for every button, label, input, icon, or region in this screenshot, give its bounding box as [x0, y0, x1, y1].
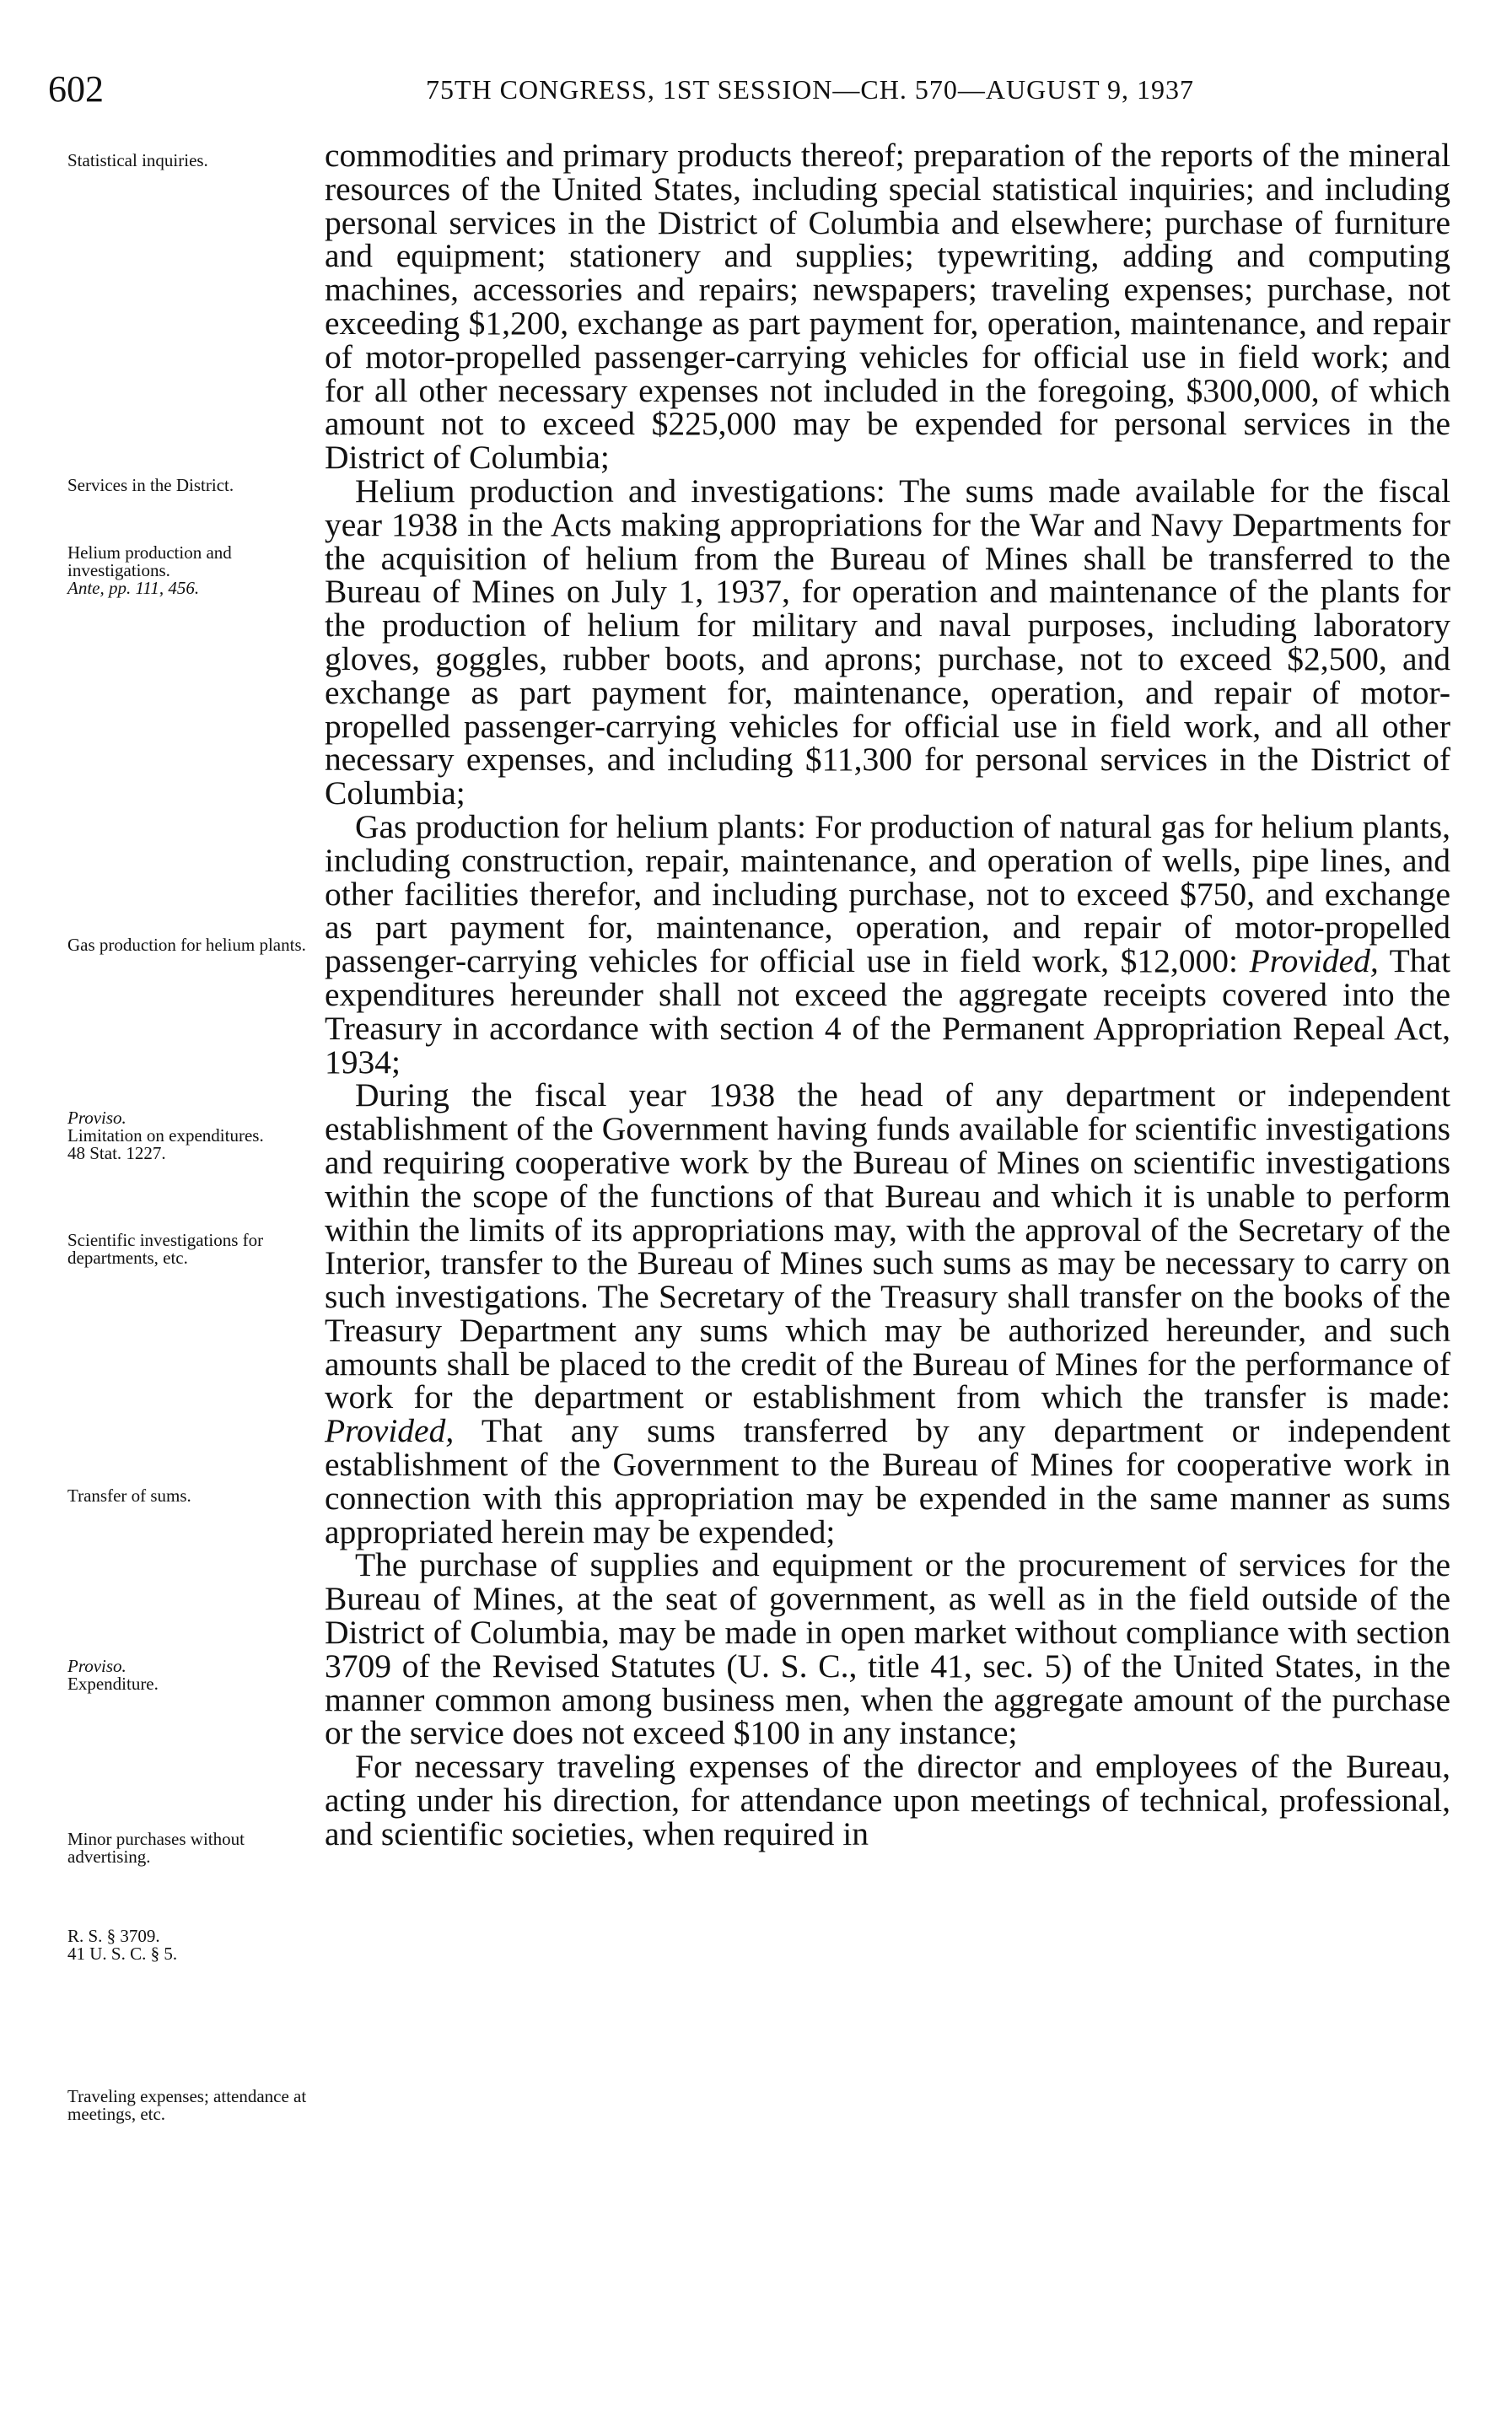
margin-note-rs-ref-1: R. S. § 3709.: [67, 1926, 160, 1946]
paragraph-scientific-provided: Provided,: [325, 1412, 455, 1450]
margin-note-helium: [67, 544, 312, 597]
margin-note-stat-ref: 48 Stat. 1227.: [67, 1143, 166, 1163]
margin-note-services: Services in the District.: [67, 475, 234, 495]
margin-note-scientific: Scientific investigations for departments, etc.: [67, 1230, 264, 1268]
paragraph-scientific-text: During the fiscal year 1938 the head of any department or independent establishment of the Government having funds available for scientific investigations and requiring cooperative work by the Bureau of Mines on scientific investigations within the scope of the functions of that Bureau and which it is unable to perform within the limits of its appropriations may, with the approval of the Secretary of the Interior, transfer to the Bureau of Mines such sums as may be necessary to carry on such investigations. The Secretary of the Treasury shall transfer on the books of the Treasury Department any sums which may be authorized hereunder, and such amounts shall be placed to the credit of the Bureau of Mines for the performance of work for the department or establishment from which the transfer is made:: [325, 1076, 1450, 1416]
margin-note-rs: [67, 1927, 312, 1963]
paragraph-traveling: For necessary traveling expenses of the director and employees of the Bureau, acting under his direction, for attendance upon meetings of technical, professional, and scientific societies, when required in: [325, 1748, 1450, 1852]
paragraph-gas: [325, 807, 1450, 1081]
page-number: 602: [48, 68, 104, 110]
paragraph-scientific: [325, 1076, 1450, 1550]
margin-note-limitation: [67, 1109, 312, 1162]
paragraph-helium: Helium production and investigations: The sums made available for the fiscal year 1938 in the Acts making appropriations for the War and Navy Departments for the acquisition of helium from the Bureau of Mines shall be transferred to the Bureau of Mines on July 1, 1937, for operation and maintenance of the plants for the production of helium for military and naval purposes, including laboratory gloves, goggles, rubber boots, and aprons; purchase, not to exceed $2,500, and exchange as part payment for, maintenance, operation, and repair of motor-propelled passenger-carrying vehicles for official use in field work, and all other necessary expenses, and including $11,300 for personal services in the District of Columbia;: [325, 472, 1450, 812]
margin-note-traveling: Traveling expenses; attendance at meetings, etc.: [67, 2086, 307, 2124]
margin-note-expenditure-title: Expenditure.: [67, 1674, 159, 1694]
margin-note-limitation-title: Limitation on expenditures.: [67, 1125, 264, 1146]
margin-note-proviso-2: Proviso.: [67, 1656, 126, 1676]
paragraph-gas-text: Gas production for helium plants: For production of natural gas for helium plants, including construction, repair, maintenance, and operation of wells, pipe lines, and other facilities therefor, and including purchase, not to exceed $750, and exchange as part payment for, maintenance, operation, and repair of motor-propelled passenger-carrying vehicles for official use in field work, $12,000:: [325, 807, 1450, 980]
paragraph-gas-proviso: That expenditures hereunder shall not exceed the aggregate receipts covered into the Treasury in accordance with section 4 of the Permanent Appropriation Repeal Act, 1934;: [325, 942, 1450, 1081]
margin-note-helium-ref: Ante, pp. 111, 456.: [67, 578, 200, 598]
paragraph-gas-provided: Provided,: [1249, 942, 1379, 980]
margin-note-proviso: Proviso.: [67, 1108, 126, 1128]
margin-note-minor: Minor purchases without advertising.: [67, 1829, 245, 1867]
margin-note-gas: Gas production for helium plants.: [67, 935, 306, 955]
margin-note-rs-ref-2: 41 U. S. C. § 5.: [67, 1944, 178, 1964]
paragraph-statistical: commodities and primary products thereof; preparation of the reports of the mineral resources of the United States, including special statistical inquiries; and including personal services in the District of Columbia and elsewhere; purchase of furniture and equipment; stationery and supplies; typewriting, adding and computing machines, accessories and repairs; newspapers; traveling expenses; purchase, not exceeding $1,200, exchange as part payment for, operation, maintenance, and repair of motor-propelled passenger-carrying vehicles for official use in field work; and for all other necessary expenses not included in the foregoing, $300,000, of which amount not to exceed $225,000 may be expended for personal services in the District of Columbia;: [325, 137, 1450, 477]
margin-note-statistical: Statistical inquiries.: [67, 150, 208, 170]
running-head: 75TH CONGRESS, 1ST SESSION—CH. 570—AUGUST 9, 1937: [426, 74, 1195, 105]
paragraph-minor-purchases: The purchase of supplies and equipment or the procurement of services for the Bureau of Mines, at the seat of government, as well as in the field outside of the District of Columbia, may be made in open market without compliance with section 3709 of the Revised Statutes (U. S. C., title 41, sec. 5) of the United States, in the manner common among business men, when the aggregate amount of the purchase or the service does not exceed $100 in any instance;: [325, 1546, 1450, 1752]
margin-note-expenditure: [67, 1658, 312, 1693]
main-text: [325, 139, 1450, 1852]
page-header: [0, 67, 1512, 118]
margin-note-helium-title: Helium production and investigations.: [67, 542, 232, 580]
margin-note-transfer: Transfer of sums.: [67, 1485, 191, 1506]
paragraph-scientific-proviso: That any sums transferred by any department or independent establishment of the Government to the Bureau of Mines for cooperative work in connection with this appropriation may be expended in the same manner as sums appropriated herein may be expended;: [325, 1412, 1450, 1550]
